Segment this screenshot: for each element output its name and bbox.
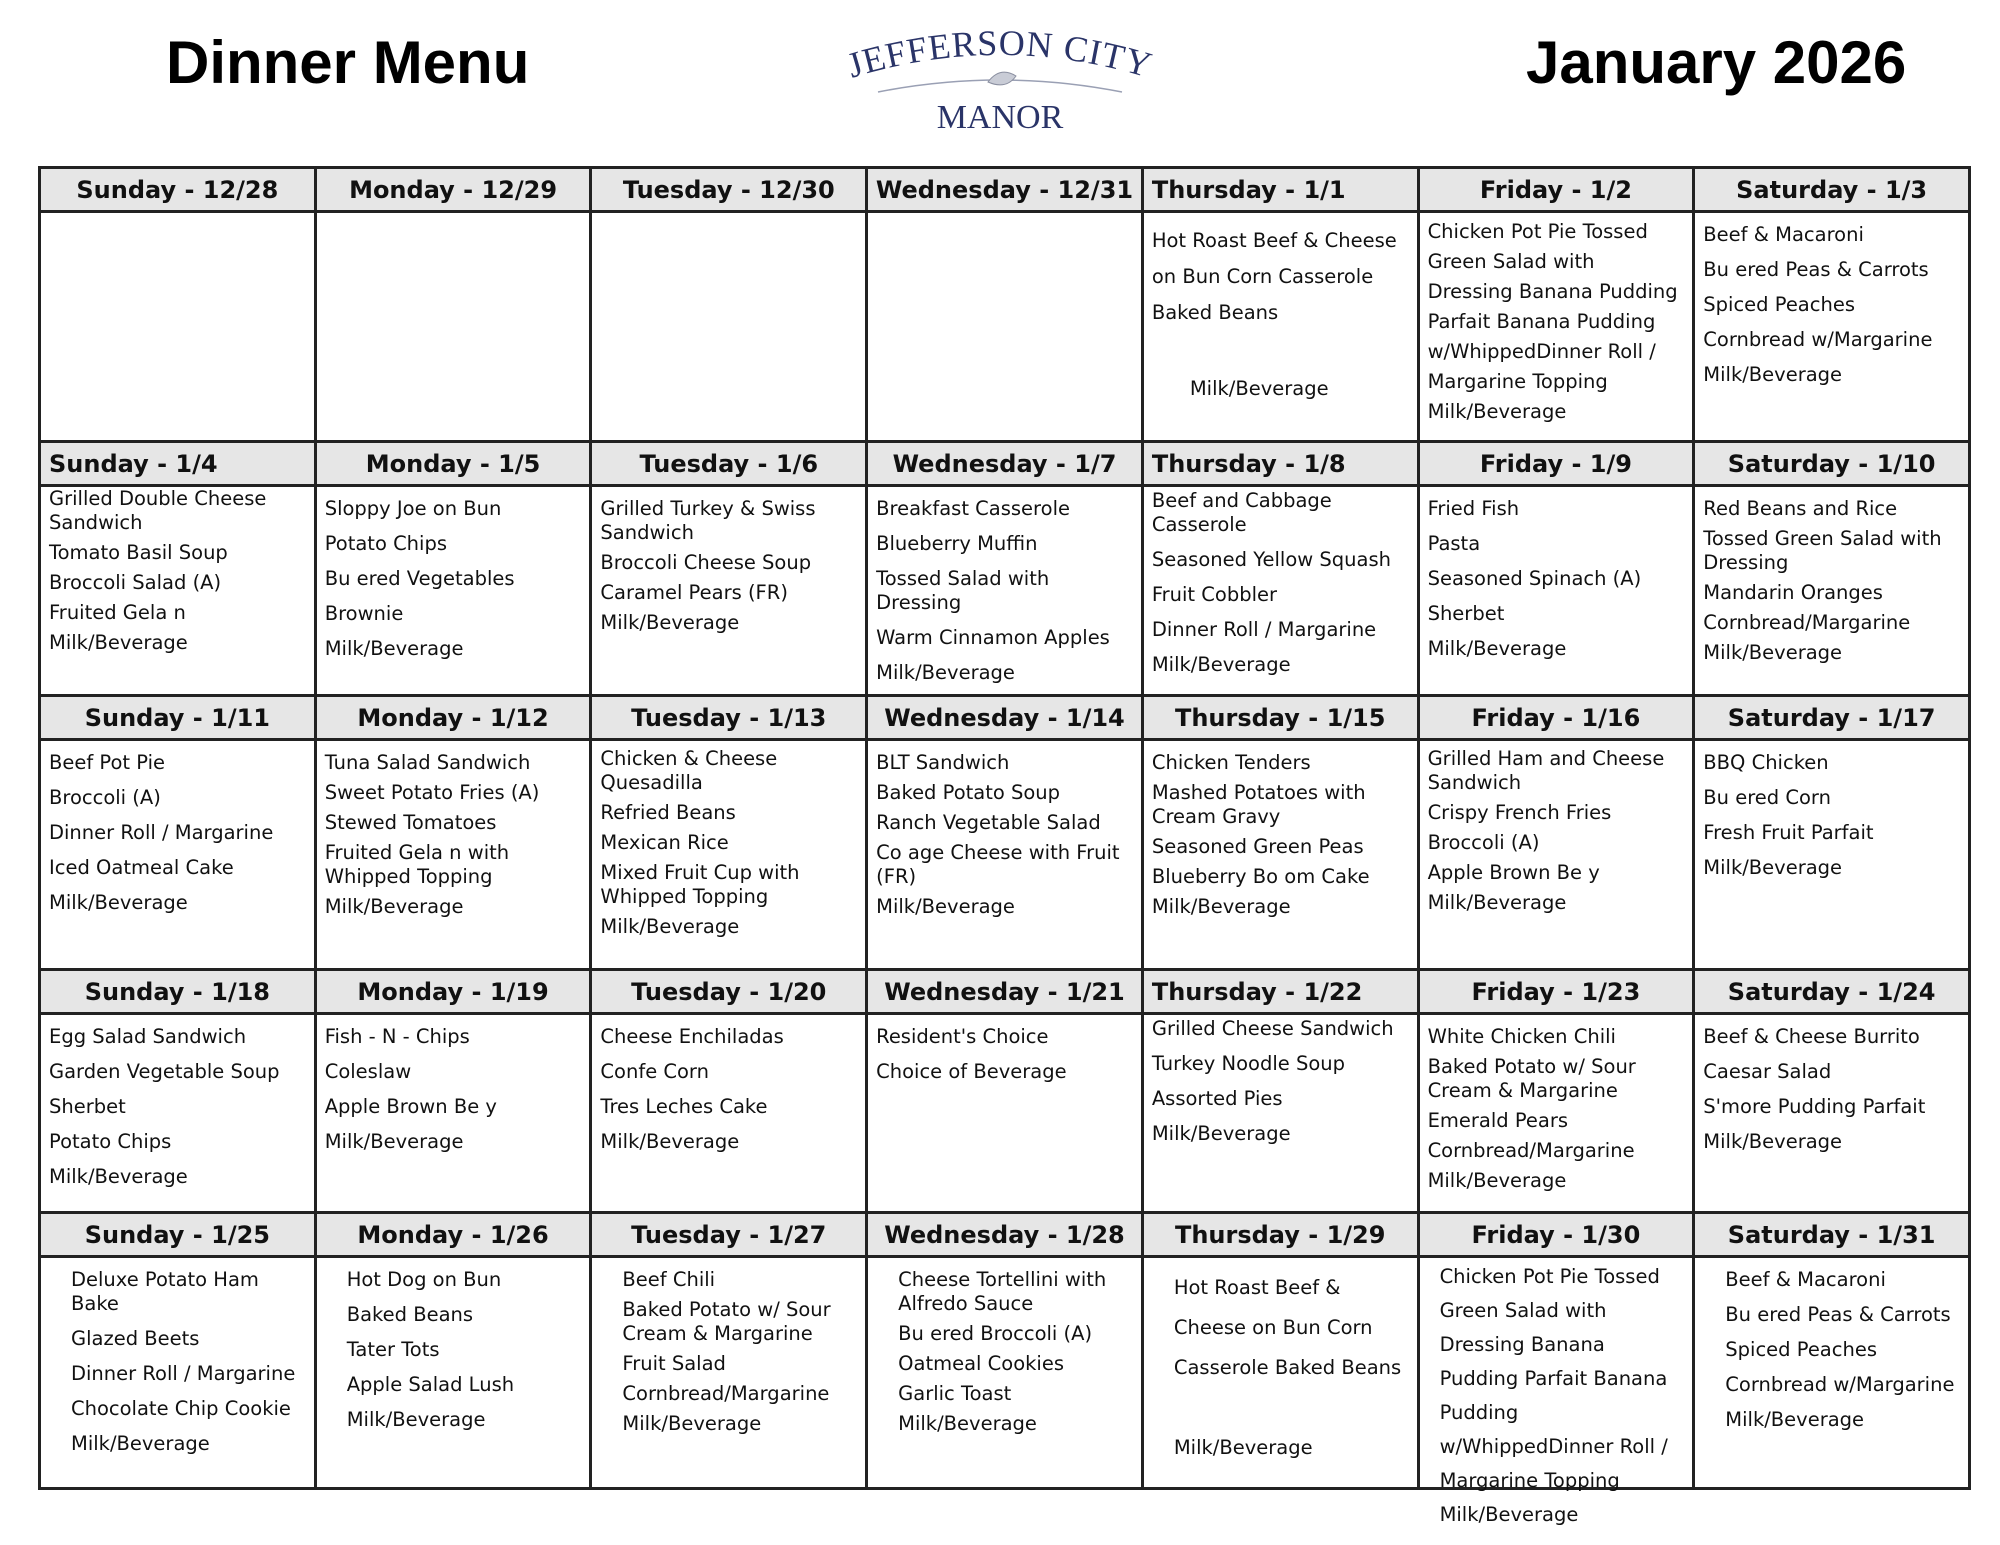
day-header: Monday - 1/26 [317,1214,593,1258]
day-cell [317,213,593,443]
menu-item: Fruit Salad [622,1352,726,1375]
day-header: Wednesday - 1/21 [868,971,1144,1015]
menu-item: Brownie [324,602,404,625]
menu-item: Chicken Pot Pie Tossed Green Salad with Dressing Banana Pudding Parfait Banana Pudding w/WhippedDinner Roll / Margarine Topping Milk/Beverage [1427,220,1678,423]
day-header: Sunday - 12/28 [41,169,317,213]
day-header: Tuesday - 1/27 [592,1214,868,1258]
day-cell [1695,741,1971,971]
menu-item: Milk/Beverage [600,1130,740,1153]
day-cell [41,1015,317,1214]
menu-item: Milk/Beverage [324,637,464,660]
day-cell [868,213,1144,443]
day-header: Monday - 1/5 [317,443,593,487]
menu-item: Tossed Salad with Dressing [876,567,1050,614]
menu-item: S'more Pudding Parfait [1703,1095,1926,1118]
menu-item: Hot Dog on Bun [346,1268,502,1291]
day-header: Tuesday - 1/20 [592,971,868,1015]
menu-item: Fruited Gela n [49,601,186,624]
menu-item: Tater Tots [346,1338,440,1361]
day-header: Wednesday - 12/31 [868,169,1144,213]
day-header: Thursday - 1/1 [1144,169,1420,213]
menu-item: Bu ered Broccoli (A) [898,1322,1093,1345]
menu-item: Milk/Beverage [49,631,188,654]
menu-item: Warm Cinnamon Apples [876,626,1110,649]
menu-item: Confe Corn [600,1060,709,1083]
day-cell [41,213,317,443]
day-header: Tuesday - 12/30 [592,169,868,213]
menu-item: Dinner Roll / Margarine [1151,618,1377,641]
menu-item: Apple Brown Be y [1427,861,1600,884]
day-cell [1695,1258,1971,1490]
menu-item: Bu ered Corn [1703,786,1831,809]
day-cell [317,487,593,697]
day-cell [592,1258,868,1490]
menu-item: Garden Vegetable Soup [49,1060,280,1083]
menu-item: Milk/Beverage [1427,1169,1567,1192]
menu-item: Sloppy Joe on Bun [324,497,502,520]
day-cell [1420,487,1696,697]
menu-item: Ranch Vegetable Salad [876,811,1101,834]
menu-item: Bu ered Peas & Carrots [1703,258,1929,281]
day-cell [592,1015,868,1214]
menu-item: Seasoned Green Peas [1151,835,1364,858]
menu-item: Mandarin Oranges [1703,581,1883,604]
menu-item: Spiced Peaches [1703,293,1855,316]
day-cell [592,213,868,443]
day-header: Thursday - 1/29 [1144,1214,1420,1258]
menu-item: Grilled Ham and Cheese Sandwich [1427,747,1665,794]
menu-item: Milk/Beverage [1703,1130,1843,1153]
day-header: Tuesday - 1/6 [592,443,868,487]
menu-item: Milk/Beverage [346,1408,486,1431]
menu-item: Milk/Beverage [600,611,740,634]
menu-item: Turkey Noodle Soup [1151,1052,1345,1075]
menu-item: Caramel Pears (FR) [600,581,788,604]
menu-item: Garlic Toast [898,1382,1012,1405]
page-title: Dinner Menu [166,29,530,96]
day-cell [1144,487,1420,697]
menu-item: Fresh Fruit Parfait [1703,821,1874,844]
menu-item: Grilled Turkey & Swiss Sandwich [600,497,816,544]
day-cell [868,1015,1144,1214]
menu-item: Resident's Choice [876,1025,1049,1048]
day-cell [868,1258,1144,1490]
menu-item: Apple Salad Lush [346,1373,515,1396]
menu-item: Crispy French Fries [1427,801,1612,824]
menu-item: Pasta [1427,532,1481,555]
menu-item: Milk/Beverage [1427,637,1567,660]
menu-item: Cornbread/Margarine [622,1382,830,1405]
menu-item: Seasoned Yellow Squash [1151,548,1392,571]
day-header: Monday - 12/29 [317,169,593,213]
menu-item: Milk/Beverage [622,1412,762,1435]
menu-item: Milk/Beverage [1703,856,1843,879]
menu-item: Assorted Pies [1151,1087,1283,1110]
menu-item: Fish - N - Chips [324,1025,470,1048]
menu-item: Co age Cheese with Fruit (FR) [876,841,1120,888]
menu-item: Cornbread w/Margarine [1703,328,1933,351]
week-row [41,697,1971,971]
menu-item: Potato Chips [324,532,447,555]
day-header: Friday - 1/30 [1420,1214,1696,1258]
menu-item: Beef & Macaroni [1725,1268,1886,1291]
menu-item: BLT Sandwich [876,751,1010,774]
day-header: Tuesday - 1/13 [592,697,868,741]
day-header: Saturday - 1/31 [1695,1214,1971,1258]
menu-item: Milk/Beverage [1725,1408,1865,1431]
day-header: Wednesday - 1/7 [868,443,1144,487]
menu-item: Sherbet [49,1095,126,1118]
menu-item: Beef & Cheese Burrito [1703,1025,1920,1048]
menu-item: Milk/Beverage [324,895,464,918]
day-cell [41,1258,317,1490]
manor-logo [840,16,1160,136]
week-row [41,169,1971,443]
day-cell [1695,213,1971,443]
menu-item: Mashed Potatoes with Cream Gravy [1151,781,1366,828]
menu-item: Caesar Salad [1703,1060,1832,1083]
menu-item: Cornbread/Margarine [1703,611,1911,634]
menu-item: Cornbread w/Margarine [1725,1373,1955,1396]
menu-item: Dinner Roll / Margarine [71,1362,296,1385]
menu-item: Refried Beans [600,801,736,824]
menu-item: Broccoli Cheese Soup [600,551,812,574]
menu-item: Dinner Roll / Margarine [49,821,274,844]
menu-item: Milk/Beverage [71,1432,210,1455]
menu-item: Beef Pot Pie [49,751,166,774]
day-header: Wednesday - 1/14 [868,697,1144,741]
day-cell [1420,1015,1696,1214]
logo-line2: MANOR [936,99,1064,136]
day-header: Friday - 1/2 [1420,169,1696,213]
menu-item: Blueberry Muffin [876,532,1038,555]
menu-item: Milk/Beverage [1173,1436,1313,1459]
day-cell [592,487,868,697]
day-header: Saturday - 1/3 [1695,169,1971,213]
day-cell [868,487,1144,697]
menu-item: Tres Leches Cake [600,1095,768,1118]
menu-item: Mixed Fruit Cup with Whipped Topping [600,861,800,908]
menu-item: Beef Chili [622,1268,716,1291]
day-header: Monday - 1/12 [317,697,593,741]
day-cell [1420,213,1696,443]
menu-item: Beef & Macaroni [1703,223,1864,246]
menu-item: Tossed Green Salad with Dressing [1703,527,1942,574]
menu-item: Sherbet [1427,602,1505,625]
menu-item: Bu ered Vegetables [324,567,515,590]
menu-item: Sweet Potato Fries (A) [324,781,540,804]
menu-item: Broccoli Salad (A) [49,571,222,594]
day-header: Friday - 1/16 [1420,697,1696,741]
menu-item: Stewed Tomatoes [324,811,497,834]
menu-item: Milk/Beverage [1151,653,1291,676]
menu-item: Oatmeal Cookies [898,1352,1064,1375]
day-header: Thursday - 1/15 [1144,697,1420,741]
menu-item: Fried Fish [1427,497,1520,520]
menu-item: Deluxe Potato Ham Bake [71,1268,259,1315]
menu-item: Breakfast Casserole [876,497,1070,520]
menu-item: Grilled Double Cheese Sandwich [49,487,267,534]
menu-item: Tuna Salad Sandwich [324,751,531,774]
menu-item: Egg Salad Sandwich [49,1025,247,1048]
day-cell [1144,1015,1420,1214]
week-row [41,971,1971,1214]
week-row [41,1214,1971,1526]
menu-item: Milk/Beverage [1151,1122,1291,1145]
menu-item: Chicken Pot Pie Tossed Green Salad with Dressing Banana Pudding Parfait Banana Pudding w/WhippedDinner Roll / Margarine Topping Milk/Beverage [1439,1265,1668,1526]
menu-item: BBQ Chicken [1703,751,1829,774]
day-cell [1144,1258,1420,1490]
day-header: Sunday - 1/4 [41,443,317,487]
day-cell [1695,1015,1971,1214]
menu-item: Milk/Beverage [876,661,1015,684]
leaf-icon [988,72,1016,85]
menu-calendar [38,166,1971,1526]
day-cell [1695,487,1971,697]
day-header: Sunday - 1/11 [41,697,317,741]
menu-item: Milk/Beverage [1703,641,1843,664]
day-header: Wednesday - 1/28 [868,1214,1144,1258]
menu-item: Baked Potato w/ Sour Cream & Margarine [622,1298,831,1345]
menu-item: Spiced Peaches [1725,1338,1877,1361]
menu-item: Milk/Beverage [600,915,740,938]
menu-item: Baked Potato w/ Sour Cream & Margarine [1427,1055,1636,1102]
menu-item: White Chicken Chili [1427,1025,1616,1048]
menu-item: Cornbread/Margarine [1427,1139,1635,1162]
day-cell [317,741,593,971]
week-row [41,443,1971,697]
day-cell [41,487,317,697]
menu-item: Seasoned Spinach (A) [1427,567,1642,590]
menu-item: Coleslaw [324,1060,412,1083]
menu-item: Tomato Basil Soup [49,541,228,564]
menu-item: Choice of Beverage [876,1060,1067,1083]
menu-item: Emerald Pears [1427,1109,1569,1132]
day-header: Saturday - 1/17 [1695,697,1971,741]
menu-item: Cheese Tortellini with Alfredo Sauce [898,1268,1107,1315]
menu-item: Mexican Rice [600,831,729,854]
day-header: Thursday - 1/8 [1144,443,1420,487]
menu-item: Fruited Gela n with Whipped Topping [324,841,510,888]
day-header: Thursday - 1/22 [1144,971,1420,1015]
menu-item: Fruit Cobbler [1151,583,1278,606]
day-header: Friday - 1/9 [1420,443,1696,487]
menu-item: Chicken Tenders [1151,751,1311,774]
menu-item: Baked Beans [346,1303,474,1326]
menu-item: Hot Roast Beef & Cheese on Bun Corn Casserole Baked Beans [1173,1276,1402,1379]
day-header: Monday - 1/19 [317,971,593,1015]
menu-item: Glazed Beets [71,1327,200,1350]
menu-item: Potato Chips [49,1130,172,1153]
menu-item: Chicken & Cheese Quesadilla [600,747,778,794]
menu-item: Cheese Enchiladas [600,1025,784,1048]
menu-item: Broccoli (A) [1427,831,1540,854]
logo-line1: JEFFERSON CITY [842,22,1157,86]
day-cell [41,741,317,971]
menu-item: Milk/Beverage [324,1130,464,1153]
menu-item: Milk/Beverage [49,891,188,914]
menu-item: Beef and Cabbage Casserole [1151,489,1332,536]
day-cell [1420,1258,1696,1526]
menu-item: Apple Brown Be y [324,1095,497,1118]
menu-item: Milk/Beverage [1189,377,1329,400]
menu-item: Milk/Beverage [1151,895,1291,918]
menu-item: Milk/Beverage [1427,891,1567,914]
day-header: Friday - 1/23 [1420,971,1696,1015]
menu-item: Milk/Beverage [876,895,1015,918]
day-cell [317,1015,593,1214]
day-cell [1144,213,1420,443]
menu-item: Blueberry Bo om Cake [1151,865,1370,888]
menu-item: Milk/Beverage [49,1165,188,1188]
menu-item: Red Beans and Rice [1703,497,1898,520]
menu-item: Chocolate Chip Cookie [71,1397,291,1420]
day-cell [317,1258,593,1490]
menu-item: Bu ered Peas & Carrots [1725,1303,1951,1326]
menu-item: Broccoli (A) [49,786,161,809]
menu-item: Milk/Beverage [898,1412,1037,1435]
menu-item: Iced Oatmeal Cake [49,856,234,879]
menu-item: Milk/Beverage [1703,363,1843,386]
day-header: Saturday - 1/24 [1695,971,1971,1015]
day-cell [592,741,868,971]
month-title: January 2026 [1526,29,1907,96]
menu-item: Grilled Cheese Sandwich [1151,1017,1394,1040]
menu-item: Baked Potato Soup [876,781,1061,804]
day-cell [1144,741,1420,971]
day-header: Sunday - 1/18 [41,971,317,1015]
day-header: Saturday - 1/10 [1695,443,1971,487]
day-header: Sunday - 1/25 [41,1214,317,1258]
day-cell [868,741,1144,971]
day-cell [1420,741,1696,971]
menu-item: Hot Roast Beef & Cheese on Bun Corn Casserole Baked Beans [1151,229,1397,324]
